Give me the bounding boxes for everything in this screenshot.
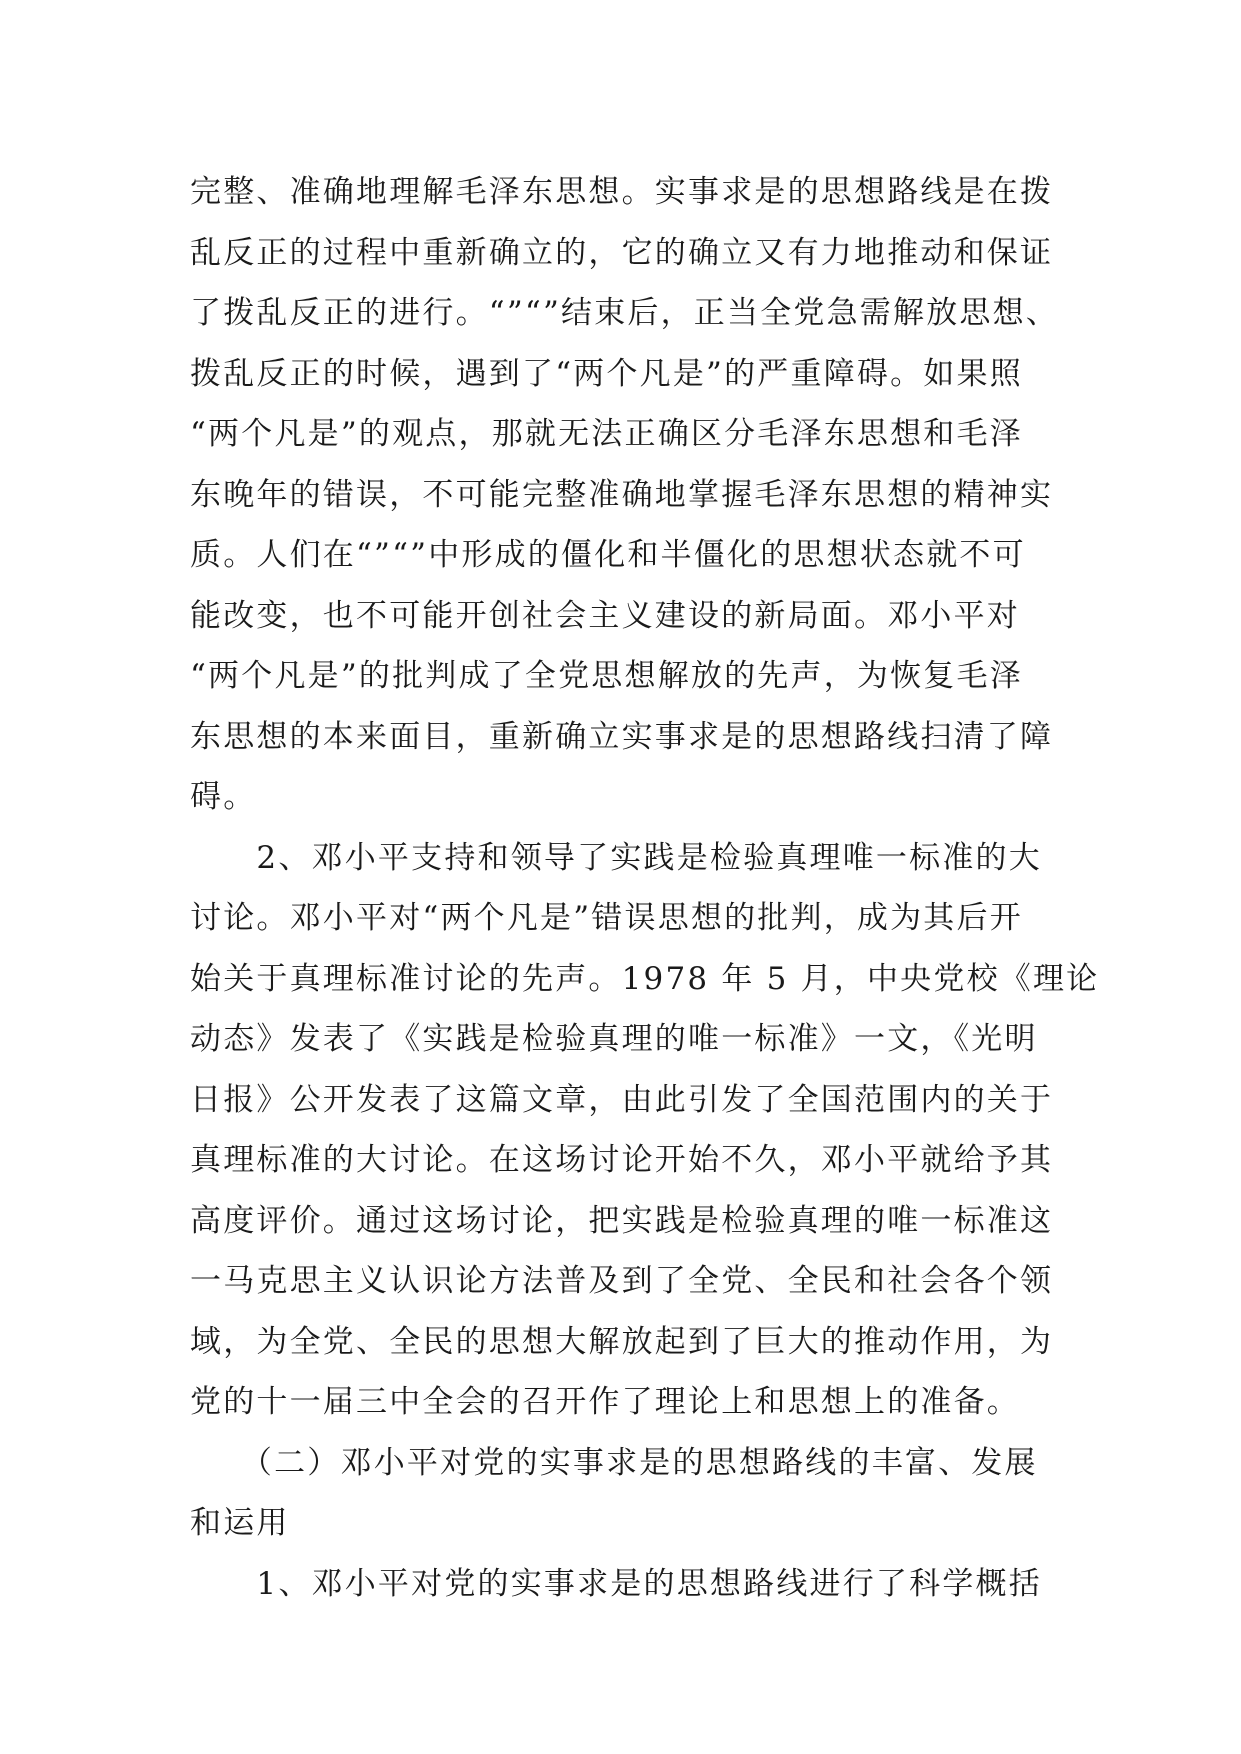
text-line: “两个凡是”的批判成了全党思想解放的先声，为恢复毛泽 bbox=[190, 658, 1023, 694]
text-line: 讨论。邓小平对“两个凡是”错误思想的批判，成为其后开 bbox=[190, 900, 1023, 936]
text-line: 始关于真理标准讨论的先声。1978 年 5 月，中央党校《理论 bbox=[190, 960, 1100, 997]
text-line: 完整、准确地理解毛泽东思想。实事求是的思想路线是在拨 bbox=[190, 174, 1054, 210]
text-line: 乱反正的过程中重新确立的，它的确立又有力地推动和保证 bbox=[190, 234, 1054, 271]
text-line: 高度评价。通过这场讨论，把实践是检验真理的唯一标准这 bbox=[190, 1202, 1054, 1239]
text-line: 动态》发表了《实践是检验真理的唯一标准》一文，《光明 bbox=[190, 1021, 1038, 1057]
text-line: 碍。 bbox=[190, 779, 257, 815]
text-line: 日报》公开发表了这篇文章，由此引发了全国范围内的关于 bbox=[190, 1081, 1054, 1118]
text-line: 质。人们在“”“”中形成的僵化和半僵化的思想状态就不可 bbox=[190, 537, 1026, 573]
body-text bbox=[190, 162, 1100, 1614]
text-line: 党的十一届三中全会的召开作了理论上和思想上的准备。 bbox=[190, 1384, 1020, 1420]
text-line: 了拨乱反正的进行。“”“”结束后，正当全党急需解放思想、 bbox=[190, 295, 1059, 331]
text-line: 1、邓小平对党的实事求是的思想路线进行了科学概括 bbox=[190, 1565, 1042, 1602]
text-line: 东晚年的错误，不可能完整准确地掌握毛泽东思想的精神实 bbox=[190, 476, 1054, 513]
text-line: 东思想的本来面目，重新确立实事求是的思想路线扫清了障 bbox=[190, 718, 1054, 755]
text-line: （二）邓小平对党的实事求是的思想路线的丰富、发展 bbox=[190, 1444, 1038, 1481]
text-line: 和运用 bbox=[190, 1505, 290, 1541]
text-line: 2、邓小平支持和领导了实践是检验真理唯一标准的大 bbox=[190, 839, 1042, 876]
text-line: 拨乱反正的时候，遇到了“两个凡是”的严重障碍。如果照 bbox=[190, 355, 1023, 392]
text-line: 一马克思主义认识论方法普及到了全党、全民和社会各个领 bbox=[190, 1263, 1054, 1299]
text-line: 能改变，也不可能开创社会主义建设的新局面。邓小平对 bbox=[190, 597, 1020, 634]
text-line: 真理标准的大讨论。在这场讨论开始不久，邓小平就给予其 bbox=[190, 1142, 1054, 1178]
text-line: “两个凡是”的观点，那就无法正确区分毛泽东思想和毛泽 bbox=[190, 416, 1023, 452]
text-line: 域，为全党、全民的思想大解放起到了巨大的推动作用，为 bbox=[190, 1323, 1054, 1360]
